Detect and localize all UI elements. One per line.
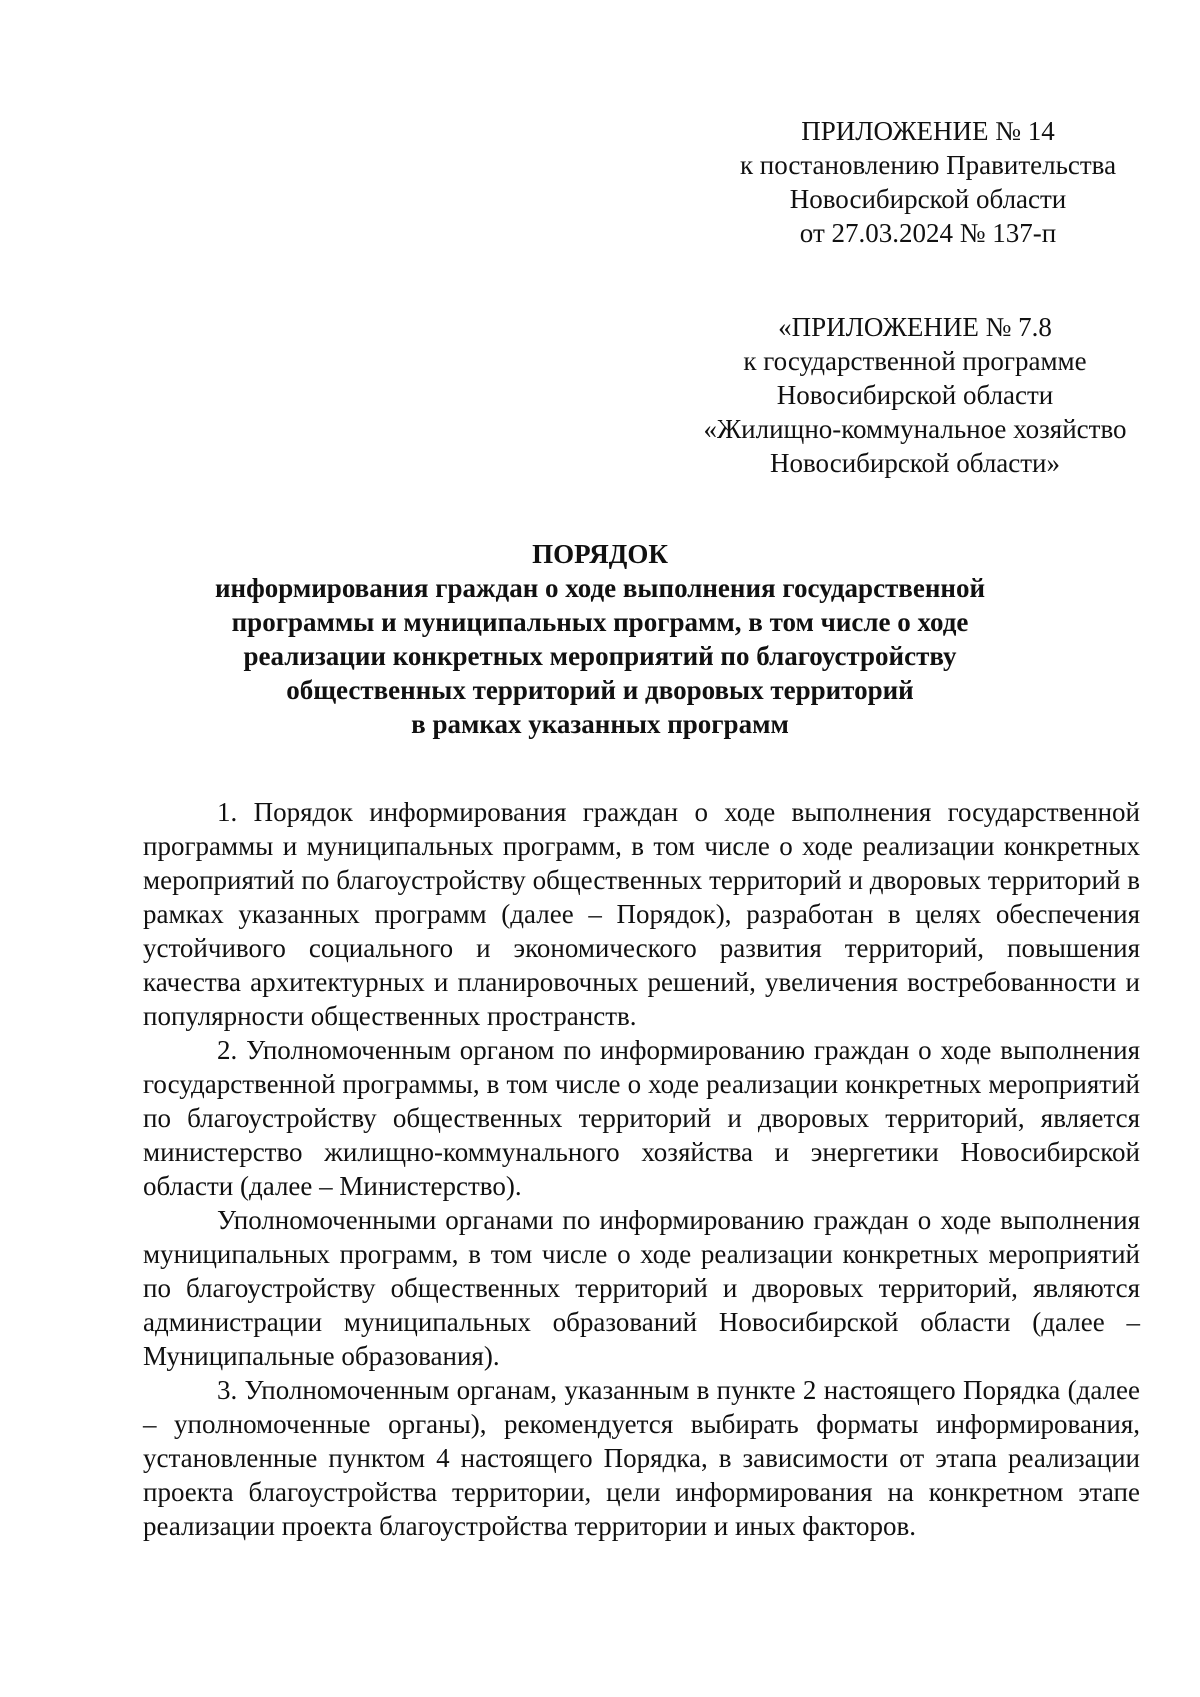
- appendix-reference: к постановлению Правительства: [739, 150, 1117, 180]
- paragraph-2-continuation: Уполномоченными органами по информированию граждан о ходе выполнения муниципальных программ, в том числе о ходе реализации конкретных мероприятий по благоустройству общественных территорий и дворовых территорий, являются администрации муниципальных образований Новосибирской области (далее – Муниципальные образования).: [143, 1205, 1140, 1371]
- program-appendix-number: «ПРИЛОЖЕНИЕ № 7.8: [778, 312, 1052, 342]
- program-appendix-reference: к государственной программе: [743, 346, 1087, 376]
- title-line: общественных территорий и дворовых территорий: [286, 675, 914, 705]
- title-line: в рамках указанных программ: [411, 709, 789, 739]
- program-appendix-header: [688, 310, 1142, 480]
- appendix-header: [718, 114, 1138, 250]
- program-name-region: Новосибирской области»: [769, 448, 1061, 478]
- paragraph-2: 2. Уполномоченным органом по информированию граждан о ходе выполнения государственной программы, в том числе о ходе реализации конкретных мероприятий по благоустройству общественных территорий и дворовых территорий, является министерство жилищно-коммунального хозяйства и энергетики Новосибирской области (далее – Министерство).: [143, 1035, 1140, 1201]
- title-line: программы и муниципальных программ, в том числе о ходе: [231, 607, 969, 637]
- title-line: информирования граждан о ходе выполнения государственной: [214, 573, 986, 603]
- title-line: реализации конкретных мероприятий по благоустройству: [243, 641, 957, 671]
- appendix-number: ПРИЛОЖЕНИЕ № 14: [801, 116, 1055, 146]
- document-body: [143, 795, 1140, 1543]
- program-appendix-region: Новосибирской области: [776, 380, 1054, 410]
- paragraph-1: 1. Порядок информирования граждан о ходе выполнения государственной программы и муниципальных программ, в том числе о ходе реализации конкретных мероприятий по благоустройству общественных территорий и дворовых территорий в рамках указанных программ (далее – Порядок), разработан в целях обеспечения устойчивого социального и экономического развития территорий, повышения качества архитектурных и планировочных решений, увеличения востребованности и популярности общественных пространств.: [143, 797, 1140, 1031]
- document-title: [150, 537, 1050, 741]
- paragraph-3: 3. Уполномоченным органам, указанным в пункте 2 настоящего Порядка (далее – уполномоченные органы), рекомендуется выбирать форматы информирования, установленные пунктом 4 настоящего Порядка, в зависимости от этапа реализации проекта благоустройства территории, цели информирования на конкретном этапе реализации проекта благоустройства территории и иных факторов.: [143, 1375, 1140, 1541]
- appendix-region: Новосибирской области: [789, 184, 1067, 214]
- appendix-date-number: от 27.03.2024 № 137-п: [799, 218, 1057, 248]
- program-name: «Жилищно-коммунальное хозяйство: [703, 414, 1127, 444]
- title-heading: ПОРЯДОК: [532, 539, 668, 569]
